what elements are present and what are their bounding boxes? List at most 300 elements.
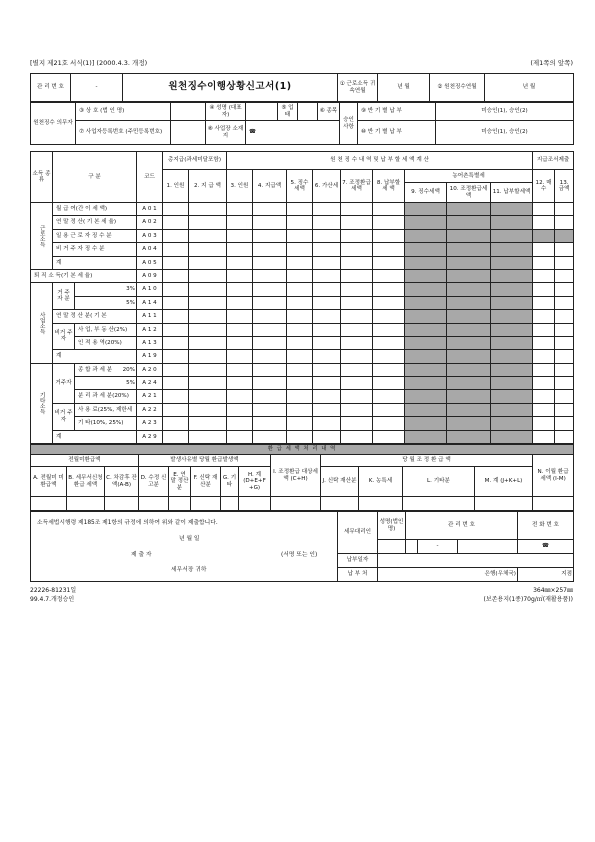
value-cell[interactable] <box>189 283 227 296</box>
value-cell <box>405 296 447 309</box>
value-cell[interactable] <box>341 216 373 229</box>
table-row <box>31 390 574 403</box>
value-cell[interactable] <box>555 310 574 323</box>
value-cell[interactable] <box>287 336 313 349</box>
value-cell[interactable] <box>373 403 405 416</box>
value-cell[interactable] <box>313 243 341 256</box>
row-name: 기 타(10%, 25%) <box>75 417 137 430</box>
value-cell[interactable] <box>189 350 227 363</box>
value-cell[interactable] <box>313 417 341 430</box>
half-value[interactable]: 미승인(1), 승인(2) <box>436 103 574 121</box>
value-cell[interactable] <box>341 256 373 269</box>
row-sub: 비거 주자 <box>53 403 75 430</box>
value-cell[interactable] <box>533 256 555 269</box>
value-cell[interactable] <box>373 390 405 403</box>
value-cell[interactable] <box>555 216 574 229</box>
refund-g: G. 기 타 <box>221 467 239 497</box>
value-cell[interactable] <box>163 243 189 256</box>
value-cell[interactable] <box>189 216 227 229</box>
value-cell[interactable] <box>189 203 227 216</box>
value-cell[interactable] <box>287 403 313 416</box>
name-label: ③ 상 호 (법 인 명) <box>76 103 171 121</box>
value-cell[interactable] <box>313 296 341 309</box>
value-cell[interactable] <box>555 336 574 349</box>
row-name <box>75 363 137 376</box>
value-cell[interactable] <box>341 310 373 323</box>
value-cell[interactable] <box>163 350 189 363</box>
value-cell[interactable] <box>341 243 373 256</box>
value-cell[interactable] <box>163 203 189 216</box>
value-cell[interactable] <box>313 377 341 390</box>
agent-mgmt-a[interactable] <box>406 540 418 554</box>
refund-occur-group: 발생사유별 당월 환급발생액 <box>139 455 271 467</box>
refund-prev-group: 전월미환급액 <box>31 455 139 467</box>
value-cell[interactable] <box>533 350 555 363</box>
value-cell <box>447 417 491 430</box>
group-label-other: 기타소득 <box>31 363 53 443</box>
submitter-label: 제 출 자 <box>131 552 152 559</box>
value-cell[interactable] <box>227 417 253 430</box>
addr-label: ⑧ 사업장 소재지 <box>206 121 246 145</box>
value-cell[interactable] <box>341 377 373 390</box>
value-cell[interactable] <box>287 216 313 229</box>
value-cell[interactable] <box>163 229 189 242</box>
value-cell[interactable] <box>555 350 574 363</box>
value-cell[interactable] <box>227 323 253 336</box>
value-cell[interactable] <box>253 336 287 349</box>
agent-table <box>30 102 574 145</box>
value-cell[interactable] <box>555 269 574 282</box>
value-cell[interactable] <box>533 310 555 323</box>
addr-value[interactable] <box>246 121 340 145</box>
id-value[interactable] <box>171 121 206 145</box>
form-header <box>30 58 573 70</box>
value-cell[interactable] <box>533 243 555 256</box>
value-cell[interactable] <box>227 430 253 443</box>
table-row <box>31 323 574 336</box>
value-cell[interactable] <box>555 283 574 296</box>
value-cell[interactable] <box>555 430 574 443</box>
value-cell[interactable] <box>163 417 189 430</box>
value-cell[interactable] <box>341 269 373 282</box>
value-cell[interactable] <box>287 430 313 443</box>
value-cell[interactable] <box>227 229 253 242</box>
value-cell[interactable] <box>189 269 227 282</box>
value-cell[interactable] <box>555 203 574 216</box>
value-cell <box>447 390 491 403</box>
value-cell[interactable] <box>287 390 313 403</box>
value-cell[interactable] <box>533 403 555 416</box>
value-cell[interactable] <box>253 296 287 309</box>
value-cell[interactable] <box>227 216 253 229</box>
agent-phone-value[interactable] <box>518 540 574 554</box>
value-cell[interactable] <box>373 229 405 242</box>
value-cell[interactable] <box>287 243 313 256</box>
value-cell[interactable] <box>313 390 341 403</box>
value-cell[interactable] <box>227 203 253 216</box>
value-cell[interactable] <box>555 256 574 269</box>
value-cell[interactable] <box>227 269 253 282</box>
row-rate: 20% <box>122 366 135 373</box>
value-cell[interactable] <box>163 377 189 390</box>
value-cell <box>405 363 447 376</box>
pay-label: ② 원천징수연월 <box>430 74 485 102</box>
value-cell[interactable] <box>189 336 227 349</box>
value-cell[interactable] <box>313 310 341 323</box>
belong-value[interactable]: 년 월 <box>378 74 430 102</box>
value-cell[interactable] <box>533 363 555 376</box>
refund-i: I. 조정환급 대상세액 (C+H) <box>271 455 321 497</box>
value-cell <box>491 377 533 390</box>
office-label: 세무서장 귀하 <box>171 567 207 574</box>
table-row <box>31 403 574 416</box>
value-cell[interactable] <box>287 310 313 323</box>
value-cell[interactable] <box>227 283 253 296</box>
value-cell[interactable] <box>555 296 574 309</box>
value-cell <box>447 310 491 323</box>
value-cell[interactable] <box>253 256 287 269</box>
agent-name-value[interactable] <box>378 540 406 554</box>
row-code: A 1 9 <box>137 350 163 363</box>
value-cell[interactable] <box>533 390 555 403</box>
col-c3: 3. 인원 <box>227 170 253 203</box>
value-cell[interactable] <box>253 216 287 229</box>
value-cell[interactable] <box>287 229 313 242</box>
value-cell[interactable] <box>373 243 405 256</box>
value-cell <box>405 403 447 416</box>
value-cell[interactable] <box>227 256 253 269</box>
sign-hint[interactable]: (서명 또는 인) <box>281 552 318 559</box>
refund-k: K. 농특세 <box>359 467 403 497</box>
value-cell[interactable] <box>533 323 555 336</box>
value-cell <box>447 296 491 309</box>
col-c1: 1. 인원 <box>163 170 189 203</box>
value-cell[interactable] <box>287 296 313 309</box>
form-footer <box>30 586 573 610</box>
col-sect: 구 분 <box>53 152 137 203</box>
table-row <box>31 296 574 309</box>
rep-value[interactable] <box>246 103 278 121</box>
value-cell[interactable] <box>189 310 227 323</box>
value-cell[interactable] <box>253 269 287 282</box>
bank-label[interactable]: 은행(우체국) <box>378 568 518 582</box>
value-cell[interactable] <box>341 336 373 349</box>
value-cell[interactable] <box>373 283 405 296</box>
value-cell <box>405 243 447 256</box>
value-cell[interactable] <box>253 430 287 443</box>
row-code: A 1 2 <box>137 323 163 336</box>
value-cell[interactable] <box>287 377 313 390</box>
agent-mgmt-b[interactable] <box>458 540 518 554</box>
value-cell[interactable] <box>313 430 341 443</box>
value-cell[interactable] <box>253 403 287 416</box>
value-cell[interactable] <box>555 377 574 390</box>
value-cell[interactable] <box>287 350 313 363</box>
value-cell <box>447 336 491 349</box>
value-cell[interactable] <box>163 403 189 416</box>
value-cell[interactable] <box>227 296 253 309</box>
value-cell[interactable] <box>287 256 313 269</box>
value-cell[interactable] <box>189 430 227 443</box>
refund-e: E. 연 말 정산분 <box>169 467 191 497</box>
table-row <box>31 216 574 229</box>
value-cell[interactable] <box>253 417 287 430</box>
split-value[interactable]: 미승인(1), 승인(2) <box>436 121 574 145</box>
value-cell[interactable] <box>341 283 373 296</box>
mgmt-value[interactable]: - <box>71 74 123 102</box>
value-cell <box>447 430 491 443</box>
value-cell[interactable] <box>341 229 373 242</box>
value-cell[interactable] <box>313 283 341 296</box>
value-cell[interactable] <box>163 256 189 269</box>
value-cell[interactable] <box>341 296 373 309</box>
value-cell[interactable] <box>163 336 189 349</box>
table-row <box>31 417 574 430</box>
table-row <box>31 203 574 216</box>
value-cell[interactable] <box>341 350 373 363</box>
value-cell[interactable] <box>253 283 287 296</box>
value-cell <box>447 350 491 363</box>
signature-table <box>30 511 574 582</box>
value-cell[interactable] <box>373 363 405 376</box>
value-cell[interactable] <box>373 323 405 336</box>
value-cell[interactable] <box>189 243 227 256</box>
value-cell[interactable] <box>253 363 287 376</box>
value-cell[interactable] <box>533 430 555 443</box>
value-cell[interactable] <box>189 363 227 376</box>
agent-mgmt-label: 관 리 번 호 <box>406 512 518 540</box>
row-name-text: 종 합 과 세 분 <box>78 366 113 373</box>
value-cell[interactable] <box>163 390 189 403</box>
value-cell[interactable] <box>227 336 253 349</box>
row-name: 분 리 과 세 분(20%) <box>75 390 137 403</box>
value-cell[interactable] <box>189 390 227 403</box>
value-cell[interactable] <box>533 417 555 430</box>
value-cell[interactable] <box>313 216 341 229</box>
value-cell[interactable] <box>227 403 253 416</box>
value-cell[interactable] <box>533 377 555 390</box>
row-code: A 0 5 <box>137 256 163 269</box>
value-cell[interactable] <box>555 323 574 336</box>
value-cell[interactable] <box>373 256 405 269</box>
value-cell[interactable] <box>189 403 227 416</box>
refund-f: F. 신탁 재산분 <box>191 467 221 497</box>
value-cell[interactable] <box>253 350 287 363</box>
footer-paper: (보존용지(1종)70g/㎡(재활용품)) <box>483 596 573 604</box>
value-cell[interactable] <box>555 243 574 256</box>
value-cell[interactable] <box>373 203 405 216</box>
value-cell[interactable] <box>313 229 341 242</box>
table-row <box>31 310 574 323</box>
value-cell[interactable] <box>341 323 373 336</box>
value-cell[interactable] <box>189 296 227 309</box>
id-label: ⑦ 사업자등록번호 (주민등록번호) <box>76 121 171 145</box>
value-cell[interactable] <box>189 377 227 390</box>
table-row <box>31 430 574 443</box>
value-cell[interactable] <box>189 417 227 430</box>
value-cell[interactable] <box>227 363 253 376</box>
value-cell[interactable] <box>373 417 405 430</box>
value-cell[interactable] <box>253 203 287 216</box>
value-cell <box>491 310 533 323</box>
value-cell[interactable] <box>533 283 555 296</box>
value-cell[interactable] <box>253 310 287 323</box>
value-cell[interactable] <box>373 336 405 349</box>
value-cell[interactable] <box>373 377 405 390</box>
value-cell[interactable] <box>341 363 373 376</box>
value-cell[interactable] <box>163 430 189 443</box>
value-cell[interactable] <box>287 363 313 376</box>
value-cell[interactable] <box>373 310 405 323</box>
value-cell[interactable] <box>253 243 287 256</box>
col-code: 코드 <box>137 152 163 203</box>
value-cell[interactable] <box>227 243 253 256</box>
refund-m: M. 계 (J+K+L) <box>475 467 533 497</box>
refund-l: L. 기타분 <box>403 467 475 497</box>
value-cell[interactable] <box>227 350 253 363</box>
value-cell <box>491 296 533 309</box>
value-cell[interactable] <box>253 323 287 336</box>
value-cell[interactable] <box>555 390 574 403</box>
refund-band: 환 급 세 액 처 리 내 역 <box>31 445 574 455</box>
value-cell[interactable] <box>287 417 313 430</box>
value-cell[interactable] <box>163 296 189 309</box>
col-c12: 12. 매수 <box>533 170 555 203</box>
value-cell <box>491 243 533 256</box>
value-cell[interactable] <box>533 216 555 229</box>
value-cell <box>405 430 447 443</box>
value-cell <box>491 203 533 216</box>
col-c10: 10. 조정환급세액 <box>447 183 491 203</box>
value-cell[interactable] <box>227 310 253 323</box>
row-code: A 2 0 <box>137 363 163 376</box>
biz-value[interactable] <box>298 103 318 121</box>
value-cell <box>491 430 533 443</box>
value-cell[interactable] <box>189 323 227 336</box>
value-cell[interactable] <box>341 430 373 443</box>
value-cell[interactable] <box>163 310 189 323</box>
value-cell[interactable] <box>373 269 405 282</box>
footer-code: 22226-81231일 <box>30 587 77 595</box>
value-cell <box>491 283 533 296</box>
row-code: A 1 4 <box>137 296 163 309</box>
col-c7: 7. 조정환급세액 <box>341 170 373 203</box>
declaration-text: 소득세법시행령 제185조 제1항의 규정에 의하여 위와 같이 제출합니다. <box>37 520 218 527</box>
row-code: A 0 9 <box>137 269 163 282</box>
value-cell[interactable] <box>287 323 313 336</box>
value-cell[interactable] <box>163 323 189 336</box>
value-cell <box>405 256 447 269</box>
table-row <box>31 377 574 390</box>
declaration-cell <box>31 512 338 582</box>
row-code: A 1 0 <box>137 283 163 296</box>
value-cell[interactable] <box>189 256 227 269</box>
mgmt-label: 관 리 번 호 <box>31 74 71 102</box>
value-cell[interactable] <box>253 390 287 403</box>
row-name: 사 업, 부 동 산(2%) <box>75 323 137 336</box>
row-code: A 0 1 <box>137 203 163 216</box>
value-cell <box>491 403 533 416</box>
value-cell[interactable] <box>313 203 341 216</box>
row-code: A 0 4 <box>137 243 163 256</box>
value-cell[interactable] <box>555 417 574 430</box>
declaration-date[interactable]: 년 월 일 <box>179 536 200 543</box>
value-cell <box>491 229 533 242</box>
value-cell[interactable] <box>533 336 555 349</box>
value-cell <box>447 229 491 242</box>
type-label: ⑥ 종목 <box>318 103 340 121</box>
value-cell <box>491 336 533 349</box>
value-cell <box>447 377 491 390</box>
value-cell[interactable] <box>341 390 373 403</box>
value-cell[interactable] <box>341 403 373 416</box>
value-cell[interactable] <box>253 229 287 242</box>
value-cell[interactable] <box>313 256 341 269</box>
value-cell[interactable] <box>313 350 341 363</box>
row-sub: 비거 주자 <box>53 323 75 350</box>
table-row <box>31 229 574 242</box>
row-name: 퇴 직 소 득(기 본 세 율) <box>31 269 137 282</box>
name-value[interactable] <box>171 103 206 121</box>
value-cell[interactable] <box>227 377 253 390</box>
value-cell[interactable] <box>341 417 373 430</box>
half-label: ⑨ 반 기 별 납 부 <box>358 103 436 121</box>
value-cell[interactable] <box>373 296 405 309</box>
value-cell[interactable] <box>533 296 555 309</box>
value-cell[interactable] <box>163 269 189 282</box>
value-cell[interactable] <box>313 363 341 376</box>
value-cell[interactable] <box>227 390 253 403</box>
value-cell[interactable] <box>163 363 189 376</box>
branch-label[interactable]: 지점 <box>518 568 574 582</box>
value-cell[interactable] <box>253 377 287 390</box>
value-cell[interactable] <box>287 269 313 282</box>
value-cell[interactable] <box>373 430 405 443</box>
value-cell[interactable] <box>555 403 574 416</box>
pay-place-label: 납 부 처 <box>338 568 378 582</box>
group-label-business: 사업소득 <box>31 283 53 363</box>
refund-j: J. 신탁 재산분 <box>321 467 359 497</box>
value-cell[interactable] <box>555 363 574 376</box>
value-cell[interactable] <box>287 203 313 216</box>
value-cell[interactable] <box>189 229 227 242</box>
value-cell[interactable] <box>533 203 555 216</box>
row-name: 일 용 근 로 자 징 수 분 <box>53 229 137 242</box>
row-code: A 2 9 <box>137 430 163 443</box>
refund-table <box>30 444 574 511</box>
value-cell[interactable] <box>533 269 555 282</box>
split-label: ⑩ 반 기 별 납 부 <box>358 121 436 145</box>
value-cell[interactable] <box>373 350 405 363</box>
value-cell[interactable] <box>313 269 341 282</box>
pay-value[interactable]: 년 월 <box>485 74 574 102</box>
col-adj-group: 지급조서제출 <box>533 152 574 170</box>
value-cell[interactable] <box>313 323 341 336</box>
value-cell[interactable] <box>341 203 373 216</box>
row-name: 계 <box>53 256 137 269</box>
value-cell <box>447 256 491 269</box>
value-cell[interactable] <box>373 216 405 229</box>
value-cell[interactable] <box>313 336 341 349</box>
submit-date-value[interactable] <box>378 554 574 568</box>
refund-adj-group: 당 월 조 정 환 급 액 <box>321 455 533 467</box>
row-name: 계 <box>53 430 137 443</box>
value-cell[interactable] <box>287 283 313 296</box>
agent-rep-label: 세무대리인 <box>338 512 378 554</box>
value-cell[interactable] <box>163 283 189 296</box>
value-cell[interactable] <box>163 216 189 229</box>
value-cell[interactable] <box>313 403 341 416</box>
